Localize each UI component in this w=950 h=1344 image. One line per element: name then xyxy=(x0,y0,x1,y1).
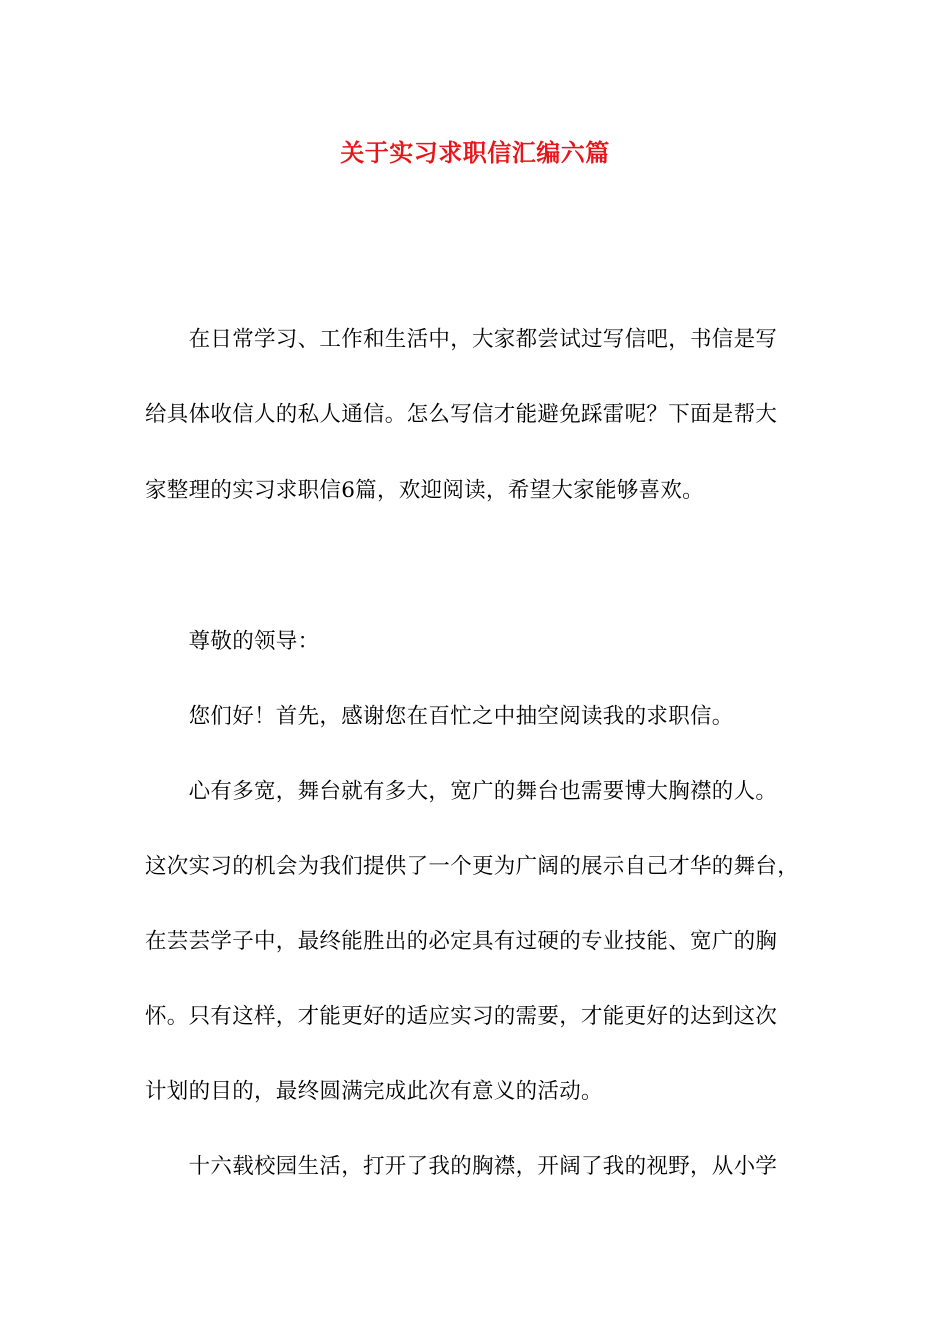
body-line-5: 计划的目的，最终圆满完成此次有意义的活动。 xyxy=(145,1079,603,1104)
salutation: 尊敬的领导： xyxy=(145,629,320,654)
intro-line-3: 家整理的实习求职信6篇，欢迎阅读，希望大家能够喜欢。 xyxy=(145,478,704,503)
body-line-4: 怀。只有这样，才能更好的适应实习的需要，才能更好的达到这次 xyxy=(145,1004,778,1029)
intro-line-2: 给具体收信人的私人通信。怎么写信才能避免踩雷呢？下面是帮大 xyxy=(145,402,778,427)
intro-line-1: 在日常学习、工作和生活中，大家都尝试过写信吧，书信是写 xyxy=(145,327,778,352)
body-line-3: 在芸芸学子中，最终能胜出的必定具有过硬的专业技能、宽广的胸 xyxy=(145,929,778,954)
document-title: 关于实习求职信汇编六篇 xyxy=(340,138,610,167)
body-line-6: 十六载校园生活，打开了我的胸襟，开阔了我的视野，从小学 xyxy=(145,1154,778,1179)
body-line-2: 这次实习的机会为我们提供了一个更为广阔的展示自己才华的舞台， xyxy=(145,854,800,879)
greeting-line: 您们好！首先，感谢您在百忙之中抽空阅读我的求职信。 xyxy=(145,704,734,729)
body-line-1: 心有多宽，舞台就有多大，宽广的舞台也需要博大胸襟的人。 xyxy=(145,779,778,804)
